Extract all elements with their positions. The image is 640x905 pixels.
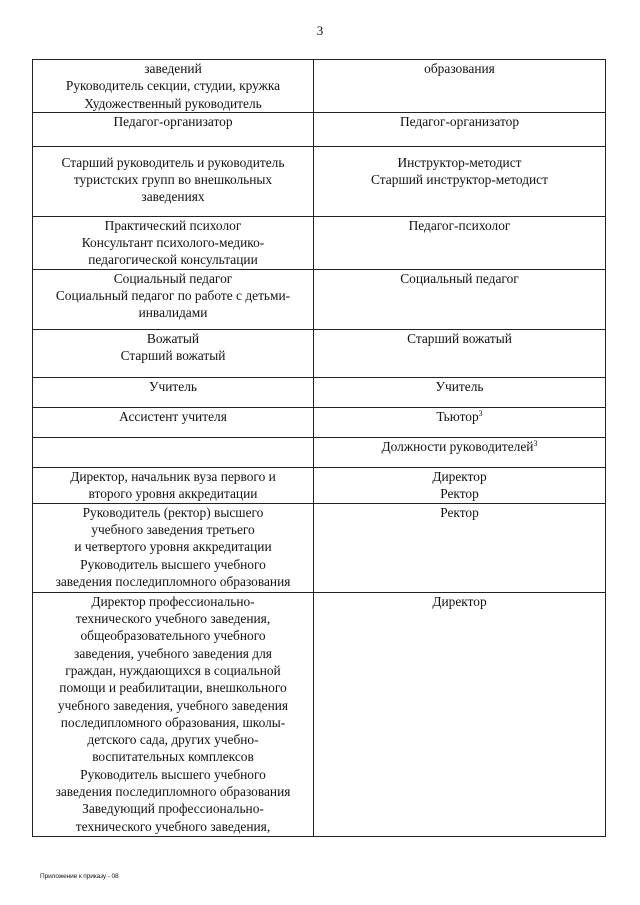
cell-text: Должности руководителей <box>381 438 534 454</box>
cell-line: заведения, учебного заведения для <box>74 645 272 661</box>
cell-line: Старший вожатый <box>120 348 226 364</box>
left-cell <box>33 329 314 377</box>
cell-line: учебного заведения, учебного заведения <box>57 697 289 713</box>
right-cell <box>314 146 606 216</box>
right-cell <box>314 503 606 592</box>
cell-line: Заведующий профессионально- <box>82 801 264 817</box>
left-cell <box>33 503 314 592</box>
table-row <box>33 146 606 216</box>
cell-line: туристских групп во внешкольных <box>73 172 273 188</box>
page-number: 3 <box>316 23 324 38</box>
table-row <box>33 377 606 407</box>
left-cell <box>33 437 314 467</box>
cell-line: Старший инструктор-методист <box>371 172 548 188</box>
cell-line: второго уровня аккредитации <box>88 486 258 502</box>
footnote-marker: 3 <box>478 408 483 418</box>
cell-line: образования <box>424 61 495 76</box>
footer-note: Приложение к приказу - 08 <box>40 873 119 880</box>
cell-line: Практический психолог <box>104 217 242 233</box>
cell-line: Социальный педагог <box>113 270 233 286</box>
cell-line: заведения последипломного образования <box>55 784 291 800</box>
right-cell <box>314 112 606 146</box>
cell-line: детского сада, других учебно- <box>87 732 259 748</box>
cell-line <box>317 438 602 455</box>
cell-line: Руководитель секции, студии, кружка <box>65 78 281 94</box>
cell-line: заведений <box>144 61 202 76</box>
cell-line: Директор <box>432 468 487 484</box>
positions-table <box>32 59 606 837</box>
left-cell <box>33 146 314 216</box>
cell-line: помощи и реабилитации, внешкольного <box>59 680 287 696</box>
left-cell <box>33 269 314 329</box>
left-cell <box>33 60 314 113</box>
cell-line: учебного заведения третьего <box>91 522 255 538</box>
cell-line: Ассистент учителя <box>119 408 227 424</box>
cell-line: Педагог-психолог <box>408 217 511 233</box>
cell-line: Педагог-организатор <box>113 113 233 129</box>
cell-line: Педагог-организатор <box>399 113 520 129</box>
cell-line: Руководитель (ректор) высшего <box>82 504 264 520</box>
left-cell <box>33 407 314 437</box>
right-cell <box>314 60 606 113</box>
right-cell <box>314 407 606 437</box>
cell-line: последипломного образования, школы- <box>60 714 286 730</box>
cell-line: Консультант психолого-медико- <box>81 235 265 251</box>
cell-line: Руководитель высшего учебного <box>80 766 266 782</box>
table-row <box>33 437 606 467</box>
cell-line: Инструктор-методист <box>397 154 522 170</box>
table-row <box>33 467 606 503</box>
cell-text: Тьютор <box>436 408 479 424</box>
table-row <box>33 216 606 269</box>
right-cell <box>314 216 606 269</box>
cell-line: Учитель <box>149 378 197 394</box>
left-cell <box>33 216 314 269</box>
right-cell <box>314 329 606 377</box>
right-cell <box>314 592 606 836</box>
cell-line: педагогической консультации <box>88 252 258 268</box>
cell-line: граждан, нуждающихся в социальной <box>65 662 281 678</box>
cell-line: Старший вожатый <box>407 330 512 346</box>
cell-line: Директор профессионально- <box>91 593 255 609</box>
cell-line: Художественный руководитель <box>84 95 262 111</box>
right-cell <box>314 437 606 467</box>
table-row <box>33 112 606 146</box>
table-row <box>33 592 606 836</box>
cell-line: инвалидами <box>138 305 208 321</box>
left-cell <box>33 112 314 146</box>
table-row <box>33 269 606 329</box>
right-cell <box>314 269 606 329</box>
cell-line: заведения последипломного образования <box>55 573 291 589</box>
cell-line: Ректор <box>440 504 479 520</box>
table-row <box>33 503 606 592</box>
cell-line: Ректор <box>440 486 479 502</box>
cell-line: воспитательных комплексов <box>92 749 254 765</box>
footnote-marker: 3 <box>533 438 538 448</box>
positions-table-body <box>33 60 606 837</box>
cell-line: Директор <box>432 593 487 609</box>
cell-line: Руководитель высшего учебного <box>80 556 266 572</box>
cell-line <box>317 408 602 425</box>
cell-line: Вожатый <box>146 330 200 346</box>
cell-line: Старший руководитель и руководитель <box>61 154 285 170</box>
right-cell <box>314 377 606 407</box>
table-row <box>33 407 606 437</box>
cell-line: Директор, начальник вуза первого и <box>70 468 276 484</box>
cell-line: Учитель <box>435 378 484 394</box>
cell-line: технического учебного заведения, <box>75 818 271 834</box>
table-row <box>33 329 606 377</box>
left-cell <box>33 592 314 836</box>
cell-line: Социальный педагог <box>400 270 519 286</box>
left-cell <box>33 467 314 503</box>
table-row <box>33 60 606 113</box>
cell-line: заведениях <box>141 189 205 205</box>
cell-line: Социальный педагог по работе с детьми- <box>55 288 291 304</box>
cell-line: общеобразовательного учебного <box>80 628 266 644</box>
cell-line: технического учебного заведения, <box>75 611 271 627</box>
cell-line: и четвертого уровня аккредитации <box>74 539 272 555</box>
right-cell <box>314 467 606 503</box>
left-cell <box>33 377 314 407</box>
